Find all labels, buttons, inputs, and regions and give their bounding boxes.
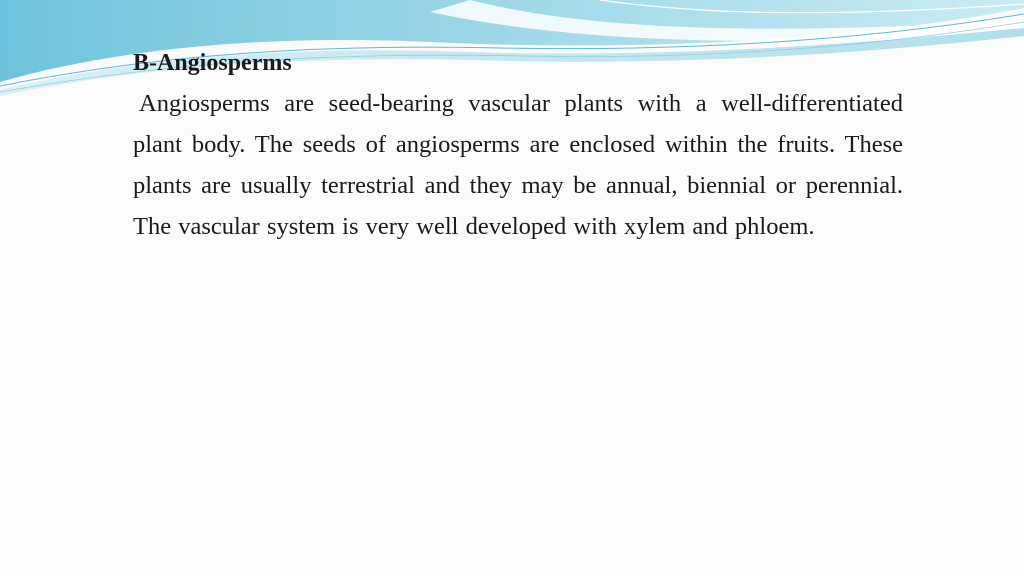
slide-content [133,46,903,247]
slide-heading: B-Angiosperms [133,50,292,76]
slide-paragraph: Angiosperms are seed-bearing vascular plants with a well-differentiated plant body. The seeds of angiosperms are enclosed within the fruits. These plants are usually terrestrial and they may be annual, biennial or perennial. The vascular system is very well developed with xylem and phloem. [133,90,903,240]
